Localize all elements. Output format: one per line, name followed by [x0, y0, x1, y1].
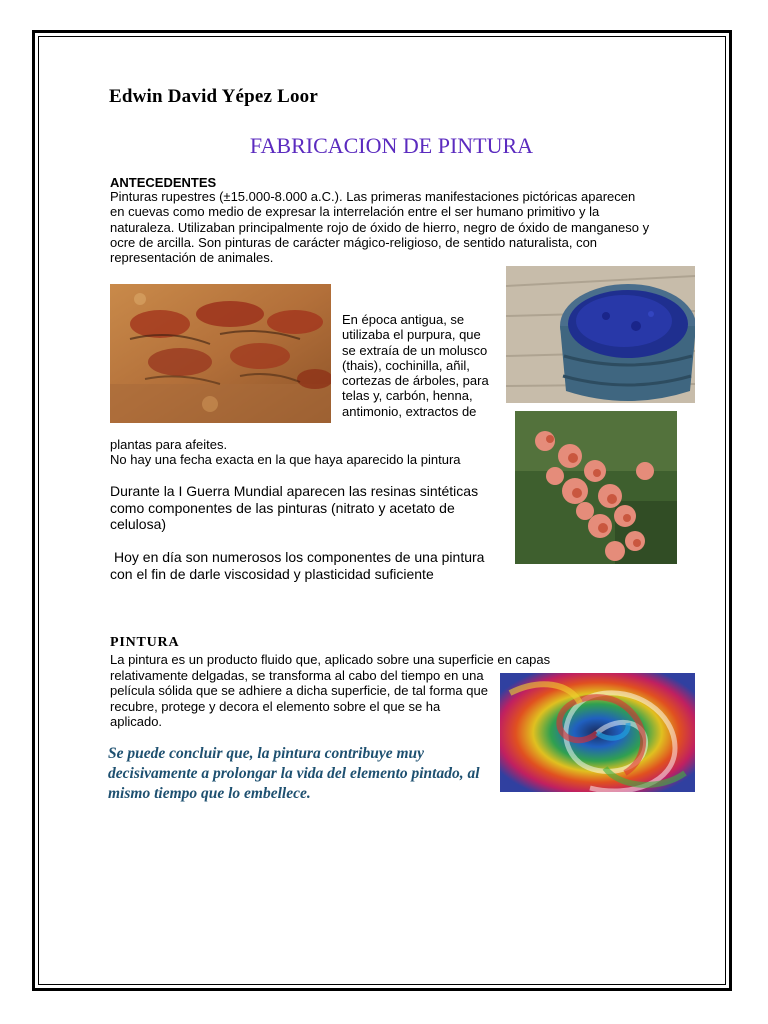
indigo-pigment-barrel-image — [506, 266, 695, 403]
pintura-heading: PINTURA — [110, 635, 180, 650]
red-flower-image — [515, 411, 677, 564]
antecedentes-paragraph-3 — [110, 437, 510, 468]
paragraph-3-text: No hay una fecha exacta en la que haya aparecido la pintura — [110, 452, 461, 468]
author-name: Edwin David Yépez Loor — [109, 86, 319, 107]
pintura-paragraph-1: La pintura es un producto fluido que, aplicado sobre una superficie en capas — [110, 652, 551, 667]
antecedentes-paragraph-1: Pinturas rupestres (±15.000-8.000 a.C.). Las primeras manifestaciones pictóricas aparecen en cuevas como medio de expresar la interrelación entre el ser humano primitivo y la naturaleza. Utilizaban principalmente rojo de óxido de hierro, negro de óxido de manganeso y ocre de arcilla. Son pinturas de carácter mágico-religioso, de sentido naturalista, con representación de animales. — [110, 189, 650, 266]
antecedentes-heading: ANTECEDENTES — [110, 175, 217, 190]
color-swirl-image — [500, 673, 695, 792]
antecedentes-paragraph-4: Durante la I Guerra Mundial aparecen las resinas sintéticas como componentes de las pinturas (nitrato y acetato de celulosa) — [110, 483, 479, 532]
antecedentes-paragraph-5: Hoy en día son numerosos los componentes de una pintura con el fin de darle viscosidad y plasticidad suficiente — [110, 549, 485, 582]
conclusion-text: Se puede concluir que, la pintura contribuye muy decisivamente a prolongar la vida del elemento pintado, al mismo tiempo que lo embellece. — [108, 745, 480, 802]
document-title: FABRICACION DE PINTURA — [249, 133, 534, 158]
cave-painting-image — [110, 284, 331, 423]
paragraph-2-end: plantas para afeites. — [110, 437, 228, 452]
antecedentes-paragraph-2: En época antigua, se utilizaba el purpura, que se extraía de un molusco (thais), cochinilla, añil, cortezas de árboles, para telas y, carbón, henna, antimonio, extractos de — [342, 312, 489, 419]
pintura-paragraph-2: relativamente delgadas, se transforma al cabo del tiempo en una película sólida que se adhiere a dicha superficie, de tal forma que recubre, protege y decora el elemento sobre el que se ha aplicado. — [110, 668, 488, 729]
